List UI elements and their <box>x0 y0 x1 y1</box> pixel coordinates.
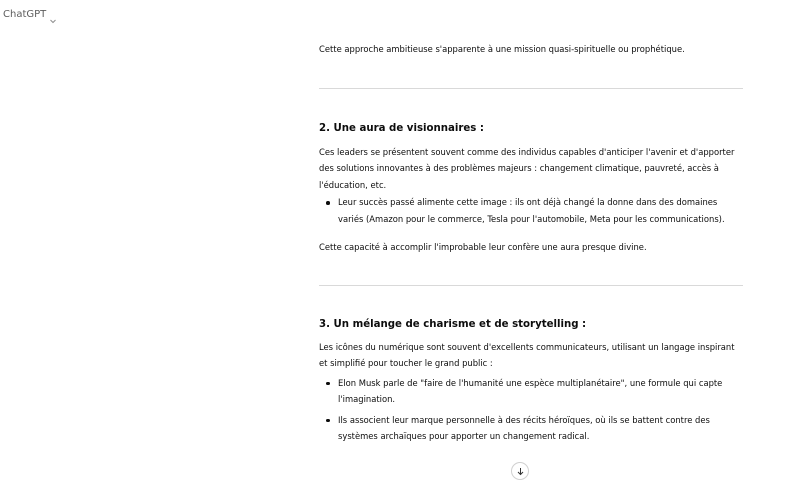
section-heading: 3. Un mélange de charisme et de storytelling : <box>319 318 587 330</box>
bullet-list <box>319 375 743 445</box>
section-paragraph: Ces leaders se présentent souvent comme des individus capables d'anticiper l'avenir et d'apporter des solutions innovantes à des problèmes majeurs : changement climatique, pauvreté, accès à l'éducation, etc. <box>319 146 735 190</box>
section-heading: 2. Une aura de visionnaires : <box>319 122 484 134</box>
list-item: Leur succès passé alimente cette image : ils ont déjà changé la donne dans des domaines variés (Amazon pour le commerce, Tesla pour l'automobile, Meta pour les communications). <box>319 194 743 227</box>
list-item: Ils associent leur marque personnelle à des récits héroïques, où ils se battent contre des systèmes archaïques pour apporter un changement radical. <box>319 412 743 445</box>
top-bar <box>0 0 57 28</box>
scroll-to-bottom-button[interactable] <box>511 462 529 480</box>
model-switcher[interactable] <box>3 9 57 20</box>
chevron-down-icon <box>49 10 57 18</box>
section-paragraph: Les icônes du numérique sont souvent d'excellents communicateurs, utilisant un langage inspirant et simplifié pour toucher le grand public : <box>319 341 735 368</box>
arrow-down-icon <box>516 467 525 476</box>
assistant-message <box>319 41 743 445</box>
model-name: ChatGPT <box>3 8 47 20</box>
section-paragraph: Cette capacité à accomplir l'improbable leur confère une aura presque divine. <box>319 242 647 252</box>
list-item: Elon Musk parle de "faire de l'humanité une espèce multiplanétaire", une formule qui capte l'imagination. <box>319 375 743 408</box>
bullet-list <box>319 194 743 227</box>
intro-paragraph: Cette approche ambitieuse s'apparente à une mission quasi-spirituelle ou prophétique. <box>319 44 685 54</box>
